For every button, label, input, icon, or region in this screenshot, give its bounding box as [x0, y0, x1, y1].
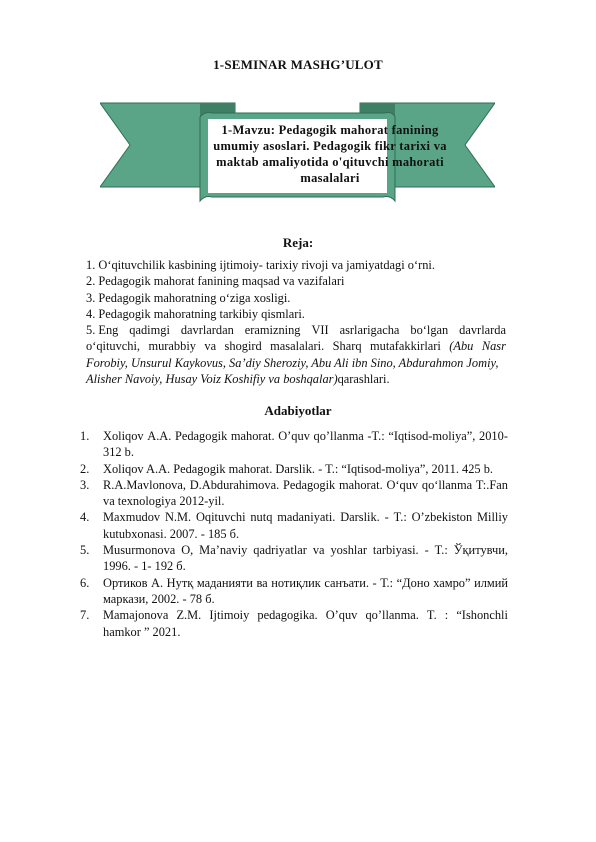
reference-line	[103, 575, 508, 591]
topic-line: 1-Mavzu: Pedagogik mahorat fanining	[221, 123, 439, 137]
word: masalalari.	[270, 339, 325, 354]
word: Z.M.	[176, 608, 202, 623]
word: Pedagogik	[282, 477, 336, 492]
word: qadriyatlar	[253, 543, 307, 558]
word: Milliy	[477, 510, 508, 525]
word: санъати.	[324, 575, 369, 590]
word: T.	[426, 608, 437, 623]
word: Xoliqov	[103, 429, 144, 443]
reference-item	[80, 575, 508, 608]
word: Oqituvchi	[195, 510, 246, 525]
reference-line: 312 b.	[103, 445, 134, 460]
word: ва	[256, 575, 268, 590]
word: qo‘llanma	[421, 477, 473, 492]
plan-item-tail: qarashlari.	[337, 372, 390, 387]
word: T:.Fan	[475, 477, 508, 492]
word: mahorat.	[339, 477, 383, 492]
word: :	[444, 608, 449, 623]
word: Ўқитувчи,	[453, 543, 508, 558]
word: asrlarigacha	[339, 323, 400, 338]
word: va	[204, 339, 217, 354]
reference-number: 2.	[80, 461, 90, 476]
reference-line: kutubxonasi. 2007. - 185 б.	[103, 526, 240, 541]
word: T.:	[393, 510, 407, 525]
word: Ортиков	[103, 575, 148, 590]
word: O‘quv	[386, 477, 419, 492]
word: qo’llanma.	[365, 608, 419, 623]
word: davrlarda	[459, 323, 506, 338]
plan-item-line	[86, 371, 506, 387]
word: Нутқ	[166, 575, 194, 590]
reference-number: 5.	[80, 543, 90, 558]
word: маданияти	[196, 575, 253, 590]
word: Ma’naviy	[199, 543, 248, 558]
topic-line: maktab amaliyotida o'qituvchi mahorati	[216, 155, 444, 169]
word: Mamajonova	[103, 608, 169, 623]
word: O,	[181, 543, 194, 558]
topic-line: masalalari	[300, 171, 360, 185]
reference-line: va texnologiya 2012-yil.	[103, 494, 225, 509]
word: O’zbekiston	[411, 510, 473, 525]
word: N.M.	[164, 510, 192, 525]
word: eramizning	[244, 323, 301, 338]
plan-list	[86, 257, 506, 387]
word: T.:	[434, 543, 448, 558]
plan-item-line	[86, 338, 506, 354]
word: pedagogika.	[257, 608, 318, 623]
reference-number: 6.	[80, 575, 90, 590]
word: (Abu	[449, 339, 474, 354]
references-heading: Adabiyotlar	[264, 403, 332, 418]
word: “Iqtisod-moliya”,	[388, 429, 476, 443]
word: Sharq	[332, 339, 362, 354]
authors-list: Alisher Navoiy, Husay Voiz Koshifiy va boshqalar)	[86, 372, 338, 387]
word: 2010-	[479, 429, 508, 443]
word: -	[424, 543, 429, 558]
word: qadimgi	[129, 323, 170, 338]
reference-line: маркази, 2002. - 78 б.	[103, 591, 215, 606]
word: shogird	[224, 339, 262, 354]
reference-item	[80, 509, 508, 542]
reference-number: 7.	[80, 608, 90, 623]
word: tarbiyasi.	[372, 543, 419, 558]
word: Ijtimoiy	[209, 608, 250, 623]
word: A.A.	[147, 429, 172, 443]
word: илмий	[474, 575, 508, 590]
word: Maxmudov	[103, 510, 161, 525]
word: D.Abdurahimova.	[189, 477, 280, 492]
word: -	[372, 575, 377, 590]
plan-item: 2. Pedagogik mahorat fanining maqsad va vazifalari	[86, 274, 345, 289]
reference-item	[80, 461, 508, 477]
topic-line: umumiy asoslari. Pedagogik fikr tarixi va	[213, 139, 447, 153]
plan-item-line	[86, 322, 506, 338]
topic-title	[200, 122, 460, 186]
reference-line: hamkor ” 2021.	[103, 624, 181, 639]
word: Pedagogik	[174, 429, 228, 443]
plan-item-line: Forobiy, Unsurul Kaykovus, Sa’diy Sheroziy, Abu Ali ibn Sino, Abdurahmon Jomiy,	[86, 355, 499, 370]
word: O’quv	[325, 608, 358, 623]
plan-item-5	[86, 322, 506, 387]
word: хамро”	[433, 575, 471, 590]
word: mahorat.	[230, 429, 275, 443]
word: -	[384, 510, 389, 525]
word: nutq	[250, 510, 273, 525]
word: murabbiy	[148, 339, 196, 354]
reference-item	[80, 542, 508, 575]
reference-number: 4.	[80, 510, 90, 525]
word: “Доно	[396, 575, 430, 590]
reference-line	[103, 509, 508, 525]
word: Т.:	[380, 575, 394, 590]
word: va	[312, 543, 325, 558]
reference-number: 3.	[80, 477, 90, 492]
word: bo‘lgan	[410, 323, 449, 338]
word: R.A.Mavlonova,	[103, 477, 186, 492]
plan-item: 3. Pedagogik mahoratning o‘ziga xosligi.	[86, 290, 291, 305]
plan-item: 4. Pedagogik mahoratning tarkibiy qismlari.	[86, 306, 305, 321]
reference-item	[80, 477, 508, 510]
word: davrlardan	[180, 323, 234, 338]
reference-line	[103, 477, 508, 493]
reference-line	[103, 428, 508, 444]
word: yoshlar	[330, 543, 367, 558]
reference-line	[103, 607, 508, 623]
reference-item	[80, 607, 508, 640]
reference-line: Xoliqov A.A. Pedagogik mahorat. Darslik. - T.: “Iqtisod-moliya”, 2011. 425 b.	[103, 461, 494, 476]
word: o‘qituvchi,	[86, 339, 141, 354]
reference-line	[103, 542, 508, 558]
word: madaniyati.	[277, 510, 336, 525]
word: Darslik.	[340, 510, 380, 525]
reference-number: 1.	[80, 429, 90, 443]
plan-item: 1. O‘qituvchilik kasbining ijtimoiy- tarixiy rivoji va jamiyatdagi o‘rni.	[86, 258, 435, 272]
word: А.	[151, 575, 164, 590]
word: нотиқлик	[271, 575, 321, 590]
word: Nasr	[481, 339, 506, 354]
plan-heading: Reja:	[282, 235, 314, 250]
references-list	[80, 428, 508, 640]
word: “Ishonchli	[456, 608, 508, 623]
word: O’quv	[278, 429, 310, 443]
word: mutafakkirlari	[369, 339, 441, 354]
word: Musurmonova	[103, 543, 176, 558]
word: VII	[311, 323, 329, 338]
word: 5. Eng	[86, 323, 119, 338]
page-title: 1-SEMINAR MASHG’ULOT	[213, 57, 383, 72]
reference-item	[80, 428, 508, 461]
reference-line: 1996. - 1- 192 б.	[103, 559, 186, 574]
word: -T.:	[367, 429, 385, 443]
word: qo’llanma	[313, 429, 364, 443]
